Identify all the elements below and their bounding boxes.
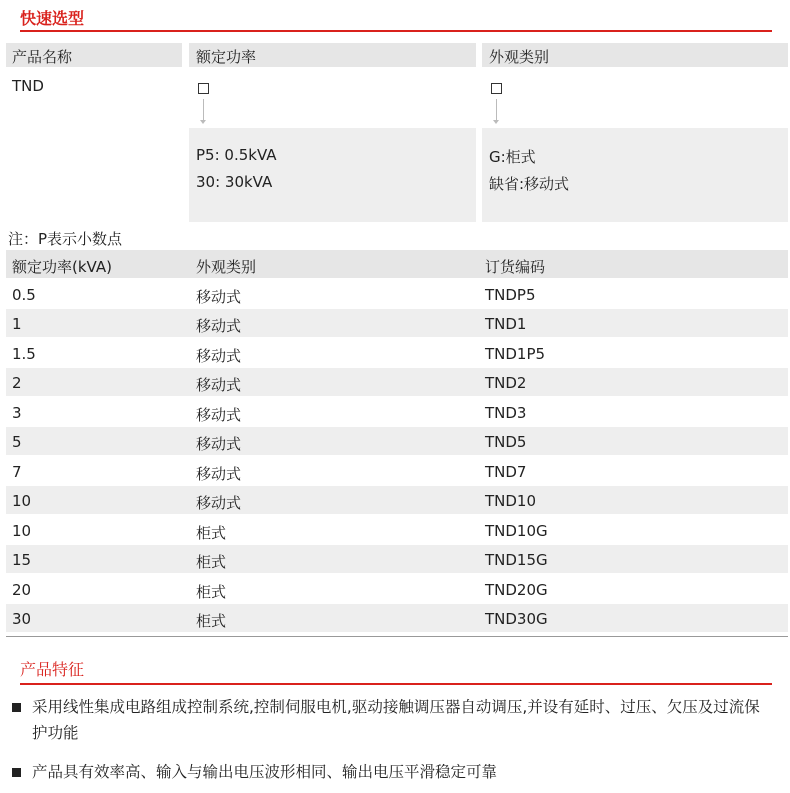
table-row-bg — [6, 427, 788, 455]
table-cell: 10 — [12, 492, 32, 510]
table-cell: TND30G — [485, 610, 548, 628]
header-rated-power: 额定功率 — [196, 48, 257, 66]
table-cell: TND10 — [485, 492, 537, 510]
table-cell: 1 — [12, 315, 22, 333]
power-option: 30: 30kVA — [196, 173, 273, 191]
type-placeholder — [491, 80, 502, 98]
table-header-cell: 外观类别 — [196, 258, 257, 276]
table-cell: TND10G — [485, 521, 548, 540]
table-row-bg — [6, 604, 788, 632]
table-cell: TND20G — [485, 580, 548, 599]
table-row-bg — [6, 309, 788, 337]
down-arrow-icon — [203, 99, 204, 121]
power-option: P5: 0.5kVA — [196, 146, 277, 164]
placeholder-box-icon — [198, 83, 209, 94]
decimal-note: 注：P表示小数点 — [8, 230, 123, 248]
bullet-square-icon — [12, 703, 21, 712]
quick-select-title: 快速选型 — [20, 9, 85, 28]
table-cell: 柜式 — [196, 553, 227, 571]
table-header-cell: 订货编码 — [485, 258, 546, 276]
table-cell: TND1 — [485, 315, 527, 333]
table-bottom-rule — [6, 636, 788, 637]
table-cell: 15 — [12, 551, 32, 569]
table-cell: 柜式 — [196, 523, 227, 542]
title-divider — [20, 30, 772, 32]
table-cell: TND5 — [485, 433, 527, 451]
table-cell: TND2 — [485, 374, 527, 392]
table-cell: 30 — [12, 610, 32, 628]
model-code: TND — [12, 77, 44, 95]
table-row-bg — [6, 545, 788, 573]
placeholder-box-icon — [491, 83, 502, 94]
table-cell: 移动式 — [196, 405, 242, 424]
features-divider — [20, 683, 772, 685]
table-cell: 移动式 — [196, 346, 242, 365]
table-cell: 移动式 — [196, 317, 242, 335]
header-product-name: 产品名称 — [12, 48, 73, 66]
table-cell: 移动式 — [196, 494, 242, 512]
table-header-cell: 额定功率(kVA) — [12, 258, 112, 276]
features-title: 产品特征 — [20, 660, 85, 679]
table-cell: 移动式 — [196, 376, 242, 394]
feature-item: 产品具有效率高、输入与输出电压波形相同、输出电压平滑稳定可靠 — [32, 763, 498, 781]
table-cell: 柜式 — [196, 612, 227, 630]
power-placeholder — [198, 80, 209, 98]
table-cell: TND3 — [485, 403, 527, 422]
table-cell: 2 — [12, 374, 22, 392]
table-cell: 7 — [12, 462, 22, 481]
table-cell: 移动式 — [196, 464, 242, 483]
feature-item: 采用线性集成电路组成控制系统,控制伺服电机,驱动接触调压器自动调压,并设有延时、过压、欠压及过流保护功能 — [32, 698, 760, 742]
type-option: 缺省:移动式 — [489, 175, 570, 193]
table-cell: 10 — [12, 521, 32, 540]
table-cell: TND15G — [485, 551, 548, 569]
table-cell: 3 — [12, 403, 22, 422]
table-cell: 0.5 — [12, 285, 36, 304]
bullet-square-icon — [12, 768, 21, 777]
table-cell: 1.5 — [12, 344, 36, 363]
table-cell: 移动式 — [196, 435, 242, 453]
table-row-bg — [6, 250, 788, 278]
table-cell: TND1P5 — [485, 344, 546, 363]
table-cell: TNDP5 — [485, 285, 536, 304]
table-cell: 柜式 — [196, 582, 227, 601]
table-cell: TND7 — [485, 462, 527, 481]
down-arrow-icon — [496, 99, 497, 121]
table-row-bg — [6, 486, 788, 514]
table-row-bg — [6, 368, 788, 396]
type-option: G:柜式 — [489, 148, 536, 166]
table-cell: 5 — [12, 433, 22, 451]
header-appearance: 外观类别 — [489, 48, 550, 66]
table-cell: 移动式 — [196, 287, 242, 306]
table-cell: 20 — [12, 580, 32, 599]
